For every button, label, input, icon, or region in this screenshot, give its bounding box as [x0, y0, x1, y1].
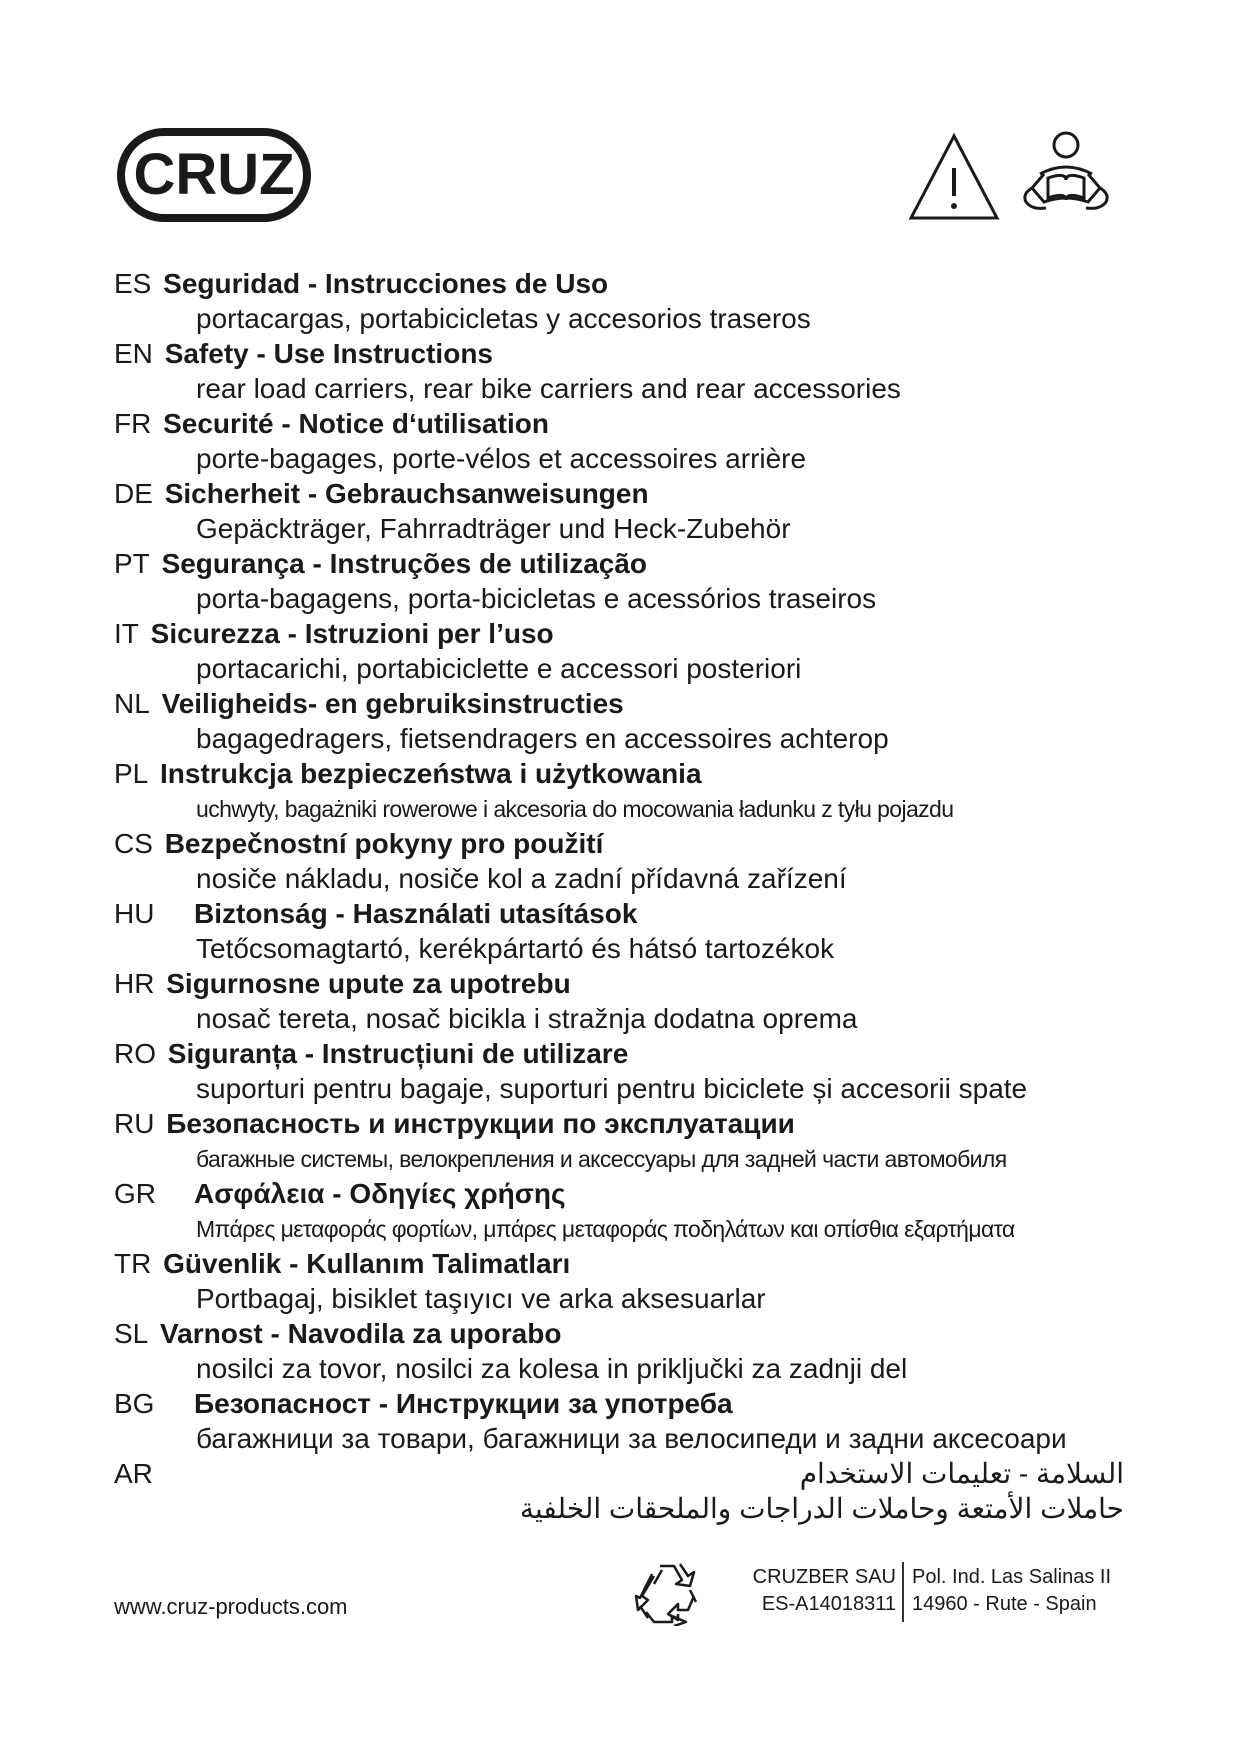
lang-subtitle: porta-bagagens, porta-bicicletas e acessórios traseiros: [196, 583, 877, 614]
lang-code: HU: [114, 898, 155, 929]
lang-code: DE: [114, 478, 153, 509]
lang-entry-ar: [114, 1456, 1134, 1526]
lang-subtitle: Portbagaj, bisiklet taşıyıcı ve arka aksesuarlar: [196, 1283, 766, 1314]
lang-entry-it: [114, 616, 1134, 686]
lang-entry-sl: [114, 1316, 1134, 1386]
lang-code: PT: [114, 548, 150, 579]
lang-title: Sigurnosne upute za upotrebu: [166, 968, 571, 999]
lang-entry-gr: [114, 1176, 1134, 1246]
lang-entry-en: [114, 336, 1134, 406]
lang-subtitle: nosilci za tovor, nosilci za kolesa in priključki za zadnji del: [196, 1353, 908, 1384]
lang-title: Bezpečnostní pokyny pro použití: [164, 828, 604, 859]
recycle-icon: [632, 1560, 702, 1626]
address-line-2: 14960 - Rute - Spain: [912, 1593, 1097, 1615]
lang-code: NL: [114, 688, 150, 719]
lang-subtitle: nosač tereta, nosač bicikla i stražnja dodatna oprema: [196, 1003, 858, 1034]
lang-entry-hu: [114, 896, 1134, 966]
lang-entry-tr: [114, 1246, 1134, 1316]
lang-code: PL: [114, 758, 149, 789]
lang-subtitle: Μπάρες μεταφοράς φορτίων, μπάρες μεταφοράς ποδηλάτων και οπίσθια εξαρτήματα: [196, 1216, 1015, 1242]
lang-code: RU: [114, 1108, 155, 1139]
lang-title: Varnost - Navodila za uporabo: [160, 1318, 562, 1349]
company-info: [720, 1564, 896, 1618]
lang-code: TR: [114, 1248, 152, 1279]
company-tax-id: ES-A14018311: [761, 1593, 896, 1615]
lang-subtitle: nosiče nákladu, nosiče kol a zadní přídavná zařízení: [196, 863, 847, 894]
lang-title: Безопасност - Инструкции за употреба: [194, 1388, 733, 1419]
lang-entry-pl: [114, 756, 1134, 826]
lang-code: ES: [114, 268, 152, 299]
lang-title: السلامة - تعليمات الاستخدام: [799, 1458, 1124, 1489]
lang-title: Sicherheit - Gebrauchsanweisungen: [164, 478, 649, 509]
lang-entry-es: [114, 266, 1134, 336]
lang-subtitle: bagagedragers, fietsendragers en accessoires achterop: [196, 723, 889, 754]
lang-code: FR: [114, 408, 152, 439]
lang-subtitle: Tetőcsomagtartó, kerékpártartó és hátsó tartozékok: [196, 933, 835, 964]
lang-code: SL: [114, 1318, 149, 1349]
lang-title: Securité - Notice d‘utilisation: [163, 408, 549, 439]
lang-subtitle: багажные системы, велокрепления и аксессуары для задней части автомобиля: [196, 1146, 1007, 1172]
lang-code: HR: [114, 968, 155, 999]
read-manual-icon: [1012, 130, 1120, 222]
logo-text: CRUZ: [133, 142, 295, 207]
lang-subtitle: suporturi pentru bagaje, suporturi pentru biciclete și accesorii spate: [196, 1073, 1028, 1104]
lang-subtitle: porte-bagages, porte-vélos et accessoires arrière: [196, 443, 807, 474]
lang-entry-cs: [114, 826, 1134, 896]
company-name: CRUZBER SAU: [752, 1566, 896, 1588]
lang-entry-nl: [114, 686, 1134, 756]
cruz-logo: [117, 128, 311, 222]
website-url: www.cruz-products.com: [114, 1594, 348, 1619]
lang-title: Segurança - Instruções de utilização: [161, 548, 648, 579]
footer-divider: [902, 1562, 904, 1622]
language-list: [114, 266, 1134, 1526]
lang-subtitle: portacarichi, portabiciclette e accessori posteriori: [196, 653, 802, 684]
lang-title: Veiligheids- en gebruiksinstructies: [161, 688, 624, 719]
lang-entry-hr: [114, 966, 1134, 1036]
lang-code: BG: [114, 1388, 155, 1419]
lang-code: CS: [114, 828, 153, 859]
lang-entry-pt: [114, 546, 1134, 616]
lang-entry-de: [114, 476, 1134, 546]
lang-title: Seguridad - Instrucciones de Uso: [163, 268, 609, 299]
lang-code: AR: [114, 1458, 153, 1489]
warning-triangle-icon: [907, 132, 1001, 222]
lang-code: EN: [114, 338, 153, 369]
lang-title: Siguranța - Instrucțiuni de utilizare: [167, 1038, 629, 1069]
lang-code: IT: [114, 618, 139, 649]
lang-subtitle: portacargas, portabicicletas y accesorios traseros: [196, 303, 811, 334]
lang-entry-ru: [114, 1106, 1134, 1176]
lang-subtitle: rear load carriers, rear bike carriers and rear accessories: [196, 373, 901, 404]
lang-subtitle: حاملات الأمتعة وحاملات الدراجات والملحقات الخلفية: [519, 1493, 1124, 1524]
lang-entry-bg: [114, 1386, 1134, 1456]
lang-subtitle: багажници за товари, багажници за велосипеди и задни аксесоари: [196, 1423, 1067, 1454]
lang-title: Güvenlik - Kullanım Talimatları: [163, 1248, 571, 1279]
lang-title: Безопасность и инструкции по эксплуатации: [166, 1108, 795, 1139]
lang-subtitle: Gepäckträger, Fahrradträger und Heck-Zubehör: [196, 513, 791, 544]
lang-title: Safety - Use Instructions: [164, 338, 493, 369]
lang-subtitle: uchwyty, bagażniki rowerowe i akcesoria do mocowania ładunku z tyłu pojazdu: [196, 796, 954, 822]
lang-code: RO: [114, 1038, 156, 1069]
lang-entry-fr: [114, 406, 1134, 476]
lang-title: Instrukcja bezpieczeństwa i użytkowania: [160, 758, 702, 789]
lang-title: Sicurezza - Istruzioni per l’uso: [150, 618, 554, 649]
lang-title: Ασφάλεια - Οδηγίες χρήσης: [194, 1178, 566, 1209]
lang-code: GR: [114, 1178, 156, 1209]
lang-title: Biztonság - Használati utasítások: [194, 898, 638, 929]
address-line-1: Pol. Ind. Las Salinas II: [912, 1566, 1112, 1588]
company-address: [912, 1564, 1111, 1618]
lang-entry-ro: [114, 1036, 1134, 1106]
